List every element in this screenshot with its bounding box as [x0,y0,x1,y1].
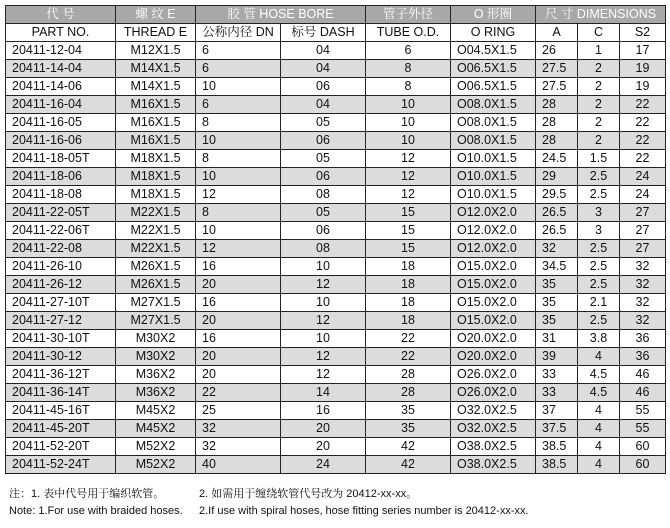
cell-dim-c: 4 [578,348,620,366]
cell-part-no: 20411-36-12T [6,366,116,384]
cell-dim-c: 2.5 [578,186,620,204]
header-dim-a: A [536,24,578,42]
cell-dn: 32 [196,438,281,456]
table-row [6,312,666,330]
header-dim-c: C [578,24,620,42]
cell-thread: M18X1.5 [116,150,196,168]
cell-thread: M18X1.5 [116,186,196,204]
cell-dim-s2: 22 [620,114,666,132]
cell-dim-a: 27.5 [536,60,578,78]
cell-dash: 14 [281,384,366,402]
cell-tube-od: 42 [366,456,451,474]
cell-thread: M36X2 [116,366,196,384]
cell-dn: 12 [196,186,281,204]
header-hose-bore: 胶 管 HOSE BORE [196,6,366,24]
table-row [6,330,666,348]
cell-tube-od: 12 [366,150,451,168]
cell-dim-s2: 46 [620,384,666,402]
cell-dn: 25 [196,402,281,420]
table-row [6,150,666,168]
cell-dim-c: 4 [578,420,620,438]
cell-thread: M18X1.5 [116,168,196,186]
cell-dn: 20 [196,366,281,384]
cell-o-ring: O20.0X2.0 [451,330,536,348]
header-tube-od: TUBE O.D. [366,24,451,42]
cell-dim-a: 28 [536,132,578,150]
header-dim-s2: S2 [620,24,666,42]
cell-tube-od: 8 [366,78,451,96]
cell-o-ring: O10.0X1.5 [451,168,536,186]
cell-thread: M27X1.5 [116,312,196,330]
table-row [6,60,666,78]
cell-o-ring: O15.0X2.0 [451,258,536,276]
cell-thread: M27X1.5 [116,294,196,312]
table-row [6,168,666,186]
cell-part-no: 20411-30-10T [6,330,116,348]
cell-dash: 12 [281,366,366,384]
cell-tube-od: 22 [366,330,451,348]
cell-tube-od: 8 [366,60,451,78]
cell-dim-s2: 24 [620,186,666,204]
cell-part-no: 20411-12-04 [6,42,116,60]
table-row [6,186,666,204]
cell-dim-s2: 19 [620,60,666,78]
cell-dim-c: 2 [578,78,620,96]
cell-dash: 08 [281,186,366,204]
table-row [6,204,666,222]
cell-o-ring: O04.5X1.5 [451,42,536,60]
table-row [6,402,666,420]
cell-dim-s2: 22 [620,150,666,168]
cell-dn: 16 [196,258,281,276]
cell-dim-c: 1.5 [578,150,620,168]
cell-dim-c: 2 [578,96,620,114]
cell-thread: M30X2 [116,330,196,348]
cell-dim-a: 35 [536,312,578,330]
cell-tube-od: 28 [366,384,451,402]
cell-dim-a: 37 [536,402,578,420]
table-row [6,366,666,384]
spec-sheet [5,5,665,474]
cell-dn: 22 [196,384,281,402]
cell-thread: M16X1.5 [116,132,196,150]
cell-dash: 05 [281,150,366,168]
cell-dash: 04 [281,96,366,114]
cell-o-ring: O20.0X2.0 [451,348,536,366]
cell-dim-s2: 32 [620,258,666,276]
cell-thread: M30X2 [116,348,196,366]
table-row [6,384,666,402]
cell-dn: 8 [196,150,281,168]
header-oring-cn: O 形圈 [451,6,536,24]
cell-part-no: 20411-16-05 [6,114,116,132]
cell-tube-od: 10 [366,114,451,132]
cell-thread: M22X1.5 [116,222,196,240]
cell-thread: M12X1.5 [116,42,196,60]
cell-tube-od: 35 [366,402,451,420]
cell-dim-a: 38.5 [536,438,578,456]
cell-tube-od: 10 [366,96,451,114]
cell-o-ring: O10.0X1.5 [451,150,536,168]
note-cn-2: 2. 如需用于缠绕软管代号改为 20412-xx-xx。 [199,488,418,500]
cell-thread: M36X2 [116,384,196,402]
cell-part-no: 20411-18-08 [6,186,116,204]
cell-dash: 12 [281,312,366,330]
cell-dim-a: 29.5 [536,186,578,204]
cell-dn: 20 [196,276,281,294]
cell-dim-s2: 22 [620,96,666,114]
cell-thread: M14X1.5 [116,78,196,96]
cell-part-no: 20411-18-06 [6,168,116,186]
cell-part-no: 20411-27-12 [6,312,116,330]
table-row [6,438,666,456]
cell-o-ring: O12.0X2.0 [451,204,536,222]
cell-dim-a: 39 [536,348,578,366]
note-cn-1: 注：1. 表中代号用于编织软管。 [9,488,165,500]
cell-part-no: 20411-18-05T [6,150,116,168]
cell-o-ring: O06.5X1.5 [451,60,536,78]
cell-o-ring: O08.0X1.5 [451,96,536,114]
cell-dim-s2: 60 [620,456,666,474]
cell-dim-c: 4 [578,402,620,420]
note-en-2: 2.If use with spiral hoses, hose fitting series number is 20412-xx-xx. [199,505,529,517]
cell-dash: 06 [281,168,366,186]
cell-tube-od: 28 [366,366,451,384]
header-part-no: PART NO. [6,24,116,42]
notes [5,486,665,520]
table-row [6,258,666,276]
table-row [6,240,666,258]
cell-dim-s2: 55 [620,402,666,420]
cell-dim-s2: 17 [620,42,666,60]
table-row [6,78,666,96]
cell-dim-c: 4.5 [578,384,620,402]
table-row [6,96,666,114]
header-row-cn [6,6,666,24]
table-row [6,420,666,438]
cell-dim-c: 3.8 [578,330,620,348]
cell-dash: 20 [281,438,366,456]
cell-part-no: 20411-22-08 [6,240,116,258]
cell-o-ring: O26.0X2.0 [451,384,536,402]
cell-tube-od: 10 [366,132,451,150]
header-tube-cn: 管子外径 [366,6,451,24]
cell-dim-c: 2.5 [578,258,620,276]
cell-tube-od: 18 [366,276,451,294]
cell-tube-od: 42 [366,438,451,456]
cell-tube-od: 15 [366,222,451,240]
table-row [6,276,666,294]
cell-dim-s2: 27 [620,222,666,240]
cell-dim-s2: 22 [620,132,666,150]
cell-part-no: 20411-26-10 [6,258,116,276]
cell-dn: 6 [196,96,281,114]
cell-part-no: 20411-27-10T [6,294,116,312]
cell-dash: 12 [281,348,366,366]
cell-dim-a: 26.5 [536,204,578,222]
cell-dn: 20 [196,348,281,366]
cell-dn: 10 [196,168,281,186]
cell-dim-c: 3 [578,204,620,222]
cell-dash: 24 [281,456,366,474]
cell-dn: 8 [196,204,281,222]
cell-part-no: 20411-52-24T [6,456,116,474]
cell-dim-a: 33 [536,366,578,384]
cell-dim-a: 33 [536,384,578,402]
cell-dim-s2: 27 [620,204,666,222]
cell-thread: M22X1.5 [116,204,196,222]
cell-dim-c: 2.1 [578,294,620,312]
cell-dash: 10 [281,258,366,276]
cell-dash: 12 [281,276,366,294]
cell-dim-a: 37.5 [536,420,578,438]
cell-dim-s2: 55 [620,420,666,438]
cell-dim-a: 29 [536,168,578,186]
cell-o-ring: O15.0X2.0 [451,294,536,312]
cell-thread: M26X1.5 [116,258,196,276]
cell-thread: M14X1.5 [116,60,196,78]
cell-part-no: 20411-52-20T [6,438,116,456]
cell-part-no: 20411-14-04 [6,60,116,78]
cell-part-no: 20411-16-06 [6,132,116,150]
cell-o-ring: O38.0X2.5 [451,438,536,456]
cell-tube-od: 18 [366,258,451,276]
cell-dim-a: 28 [536,114,578,132]
cell-dim-s2: 27 [620,240,666,258]
table-row [6,132,666,150]
cell-thread: M52X2 [116,456,196,474]
cell-dn: 16 [196,330,281,348]
cell-dim-a: 32 [536,240,578,258]
fitting-spec-table [5,5,666,474]
cell-dim-s2: 32 [620,294,666,312]
cell-thread: M45X2 [116,420,196,438]
cell-tube-od: 35 [366,420,451,438]
cell-o-ring: O06.5X1.5 [451,78,536,96]
cell-dn: 10 [196,78,281,96]
cell-tube-od: 6 [366,42,451,60]
cell-dim-a: 27.5 [536,78,578,96]
cell-dim-c: 1 [578,42,620,60]
cell-thread: M52X2 [116,438,196,456]
cell-dim-a: 31 [536,330,578,348]
cell-thread: M16X1.5 [116,114,196,132]
cell-dim-a: 35 [536,294,578,312]
cell-o-ring: O26.0X2.0 [451,366,536,384]
cell-dim-s2: 36 [620,348,666,366]
cell-o-ring: O15.0X2.0 [451,276,536,294]
table-body [6,42,666,474]
cell-dim-c: 2 [578,132,620,150]
cell-dim-c: 2 [578,114,620,132]
cell-dash: 06 [281,78,366,96]
cell-dim-c: 4.5 [578,366,620,384]
header-o-ring: O RING [451,24,536,42]
header-dimensions: 尺 寸 DIMENSIONS [536,6,666,24]
cell-dim-c: 2.5 [578,168,620,186]
cell-dim-a: 26 [536,42,578,60]
cell-dim-c: 2.5 [578,276,620,294]
cell-dim-s2: 36 [620,330,666,348]
cell-dn: 20 [196,312,281,330]
cell-dim-s2: 60 [620,438,666,456]
cell-o-ring: O10.0X1.5 [451,186,536,204]
cell-dim-s2: 46 [620,366,666,384]
cell-dash: 10 [281,294,366,312]
cell-dim-c: 2.5 [578,312,620,330]
note-en-1: Note: 1.For use with braided hoses. [9,505,183,517]
cell-dash: 05 [281,204,366,222]
header-part-cn: 代 号 [6,6,116,24]
cell-thread: M16X1.5 [116,96,196,114]
cell-part-no: 20411-22-05T [6,204,116,222]
cell-part-no: 20411-16-04 [6,96,116,114]
cell-dn: 32 [196,420,281,438]
header-thread-e: THREAD E [116,24,196,42]
cell-dash: 04 [281,42,366,60]
cell-o-ring: O12.0X2.0 [451,222,536,240]
cell-o-ring: O08.0X1.5 [451,132,536,150]
cell-thread: M26X1.5 [116,276,196,294]
cell-part-no: 20411-14-06 [6,78,116,96]
table-row [6,348,666,366]
cell-o-ring: O32.0X2.5 [451,402,536,420]
notes-english [5,503,665,520]
cell-tube-od: 22 [366,348,451,366]
cell-dim-s2: 19 [620,78,666,96]
cell-dn: 8 [196,114,281,132]
cell-dn: 12 [196,240,281,258]
cell-dash: 16 [281,402,366,420]
cell-dash: 20 [281,420,366,438]
cell-dim-a: 26.5 [536,222,578,240]
cell-dim-c: 2.5 [578,240,620,258]
header-dn: 公称内径 DN [196,24,281,42]
cell-o-ring: O15.0X2.0 [451,312,536,330]
cell-dim-c: 4 [578,438,620,456]
cell-dim-s2: 32 [620,276,666,294]
cell-o-ring: O32.0X2.5 [451,420,536,438]
header-thread-cn: 螺 纹 E [116,6,196,24]
cell-o-ring: O12.0X2.0 [451,240,536,258]
cell-tube-od: 15 [366,204,451,222]
cell-part-no: 20411-45-16T [6,402,116,420]
cell-part-no: 20411-30-12 [6,348,116,366]
cell-dn: 6 [196,42,281,60]
cell-dn: 40 [196,456,281,474]
cell-o-ring: O38.0X2.5 [451,456,536,474]
table-row [6,222,666,240]
cell-dim-a: 24.5 [536,150,578,168]
cell-dn: 10 [196,222,281,240]
cell-dn: 10 [196,132,281,150]
cell-dash: 06 [281,132,366,150]
cell-part-no: 20411-36-14T [6,384,116,402]
cell-dim-c: 2 [578,60,620,78]
header-dash: 标号 DASH [281,24,366,42]
cell-tube-od: 18 [366,312,451,330]
cell-dn: 6 [196,60,281,78]
cell-part-no: 20411-22-06T [6,222,116,240]
cell-thread: M45X2 [116,402,196,420]
cell-dim-c: 3 [578,222,620,240]
cell-dash: 10 [281,330,366,348]
cell-tube-od: 12 [366,186,451,204]
cell-dim-a: 28 [536,96,578,114]
cell-part-no: 20411-45-20T [6,420,116,438]
notes-chinese [5,486,665,503]
cell-dim-a: 35 [536,276,578,294]
cell-dash: 05 [281,114,366,132]
cell-dim-a: 38.5 [536,456,578,474]
table-row [6,42,666,60]
cell-part-no: 20411-26-12 [6,276,116,294]
table-row [6,456,666,474]
header-row-en [6,24,666,42]
cell-tube-od: 15 [366,240,451,258]
cell-dash: 06 [281,222,366,240]
cell-dash: 08 [281,240,366,258]
cell-o-ring: O08.0X1.5 [451,114,536,132]
cell-dim-s2: 24 [620,168,666,186]
cell-dim-c: 4 [578,456,620,474]
cell-tube-od: 12 [366,168,451,186]
cell-dim-s2: 32 [620,312,666,330]
table-row [6,294,666,312]
cell-tube-od: 18 [366,294,451,312]
table-row [6,114,666,132]
cell-dn: 16 [196,294,281,312]
cell-dash: 04 [281,60,366,78]
cell-dim-a: 34.5 [536,258,578,276]
cell-thread: M22X1.5 [116,240,196,258]
